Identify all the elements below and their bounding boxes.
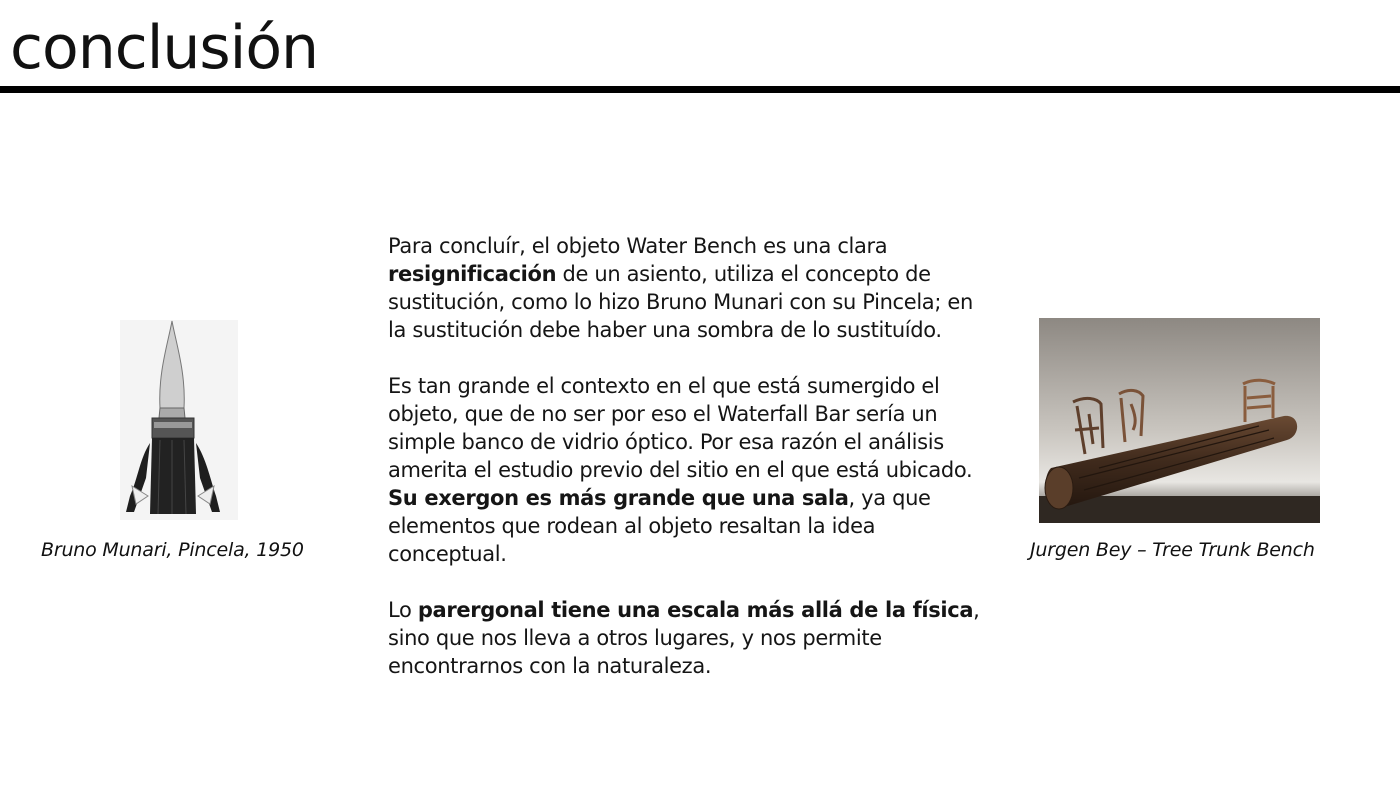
paragraph-3: Lo parergonal tiene una escala más allá de la física, sino que nos lleva a otros lugares, y nos permite encontrarnos con la naturaleza. — [388, 598, 980, 678]
bench-caption: Jurgen Bey – Tree Trunk Bench — [1030, 539, 1315, 561]
title-divider — [0, 86, 1400, 93]
pincela-caption: Bruno Munari, Pincela, 1950 — [41, 539, 304, 561]
brush-bristles — [150, 438, 196, 514]
pincela-image — [88, 318, 278, 523]
conclusion-text — [388, 232, 988, 708]
paragraph-1: Para concluír, el objeto Water Bench es una clara resignificación de un asiento, utiliza el concepto de sustitución, como lo hizo Bruno Munari con su Pincela; en la sustitución debe haber una sombra de lo sustituído. — [388, 234, 973, 342]
tree-trunk-bench-image — [1039, 318, 1320, 523]
paragraph-2: Es tan grande el contexto en el que está sumergido el objeto, que de no ser por eso el Waterfall Bar sería un simple banco de vidrio óptico. Por esa razón el análisis amerita el estudio previo del sitio en el que está ubicado. Su exergon es más grande que una sala, ya que elementos que rodean al objeto resaltan la idea conceptual. — [388, 374, 973, 566]
slide-title: conclusión — [10, 13, 319, 83]
